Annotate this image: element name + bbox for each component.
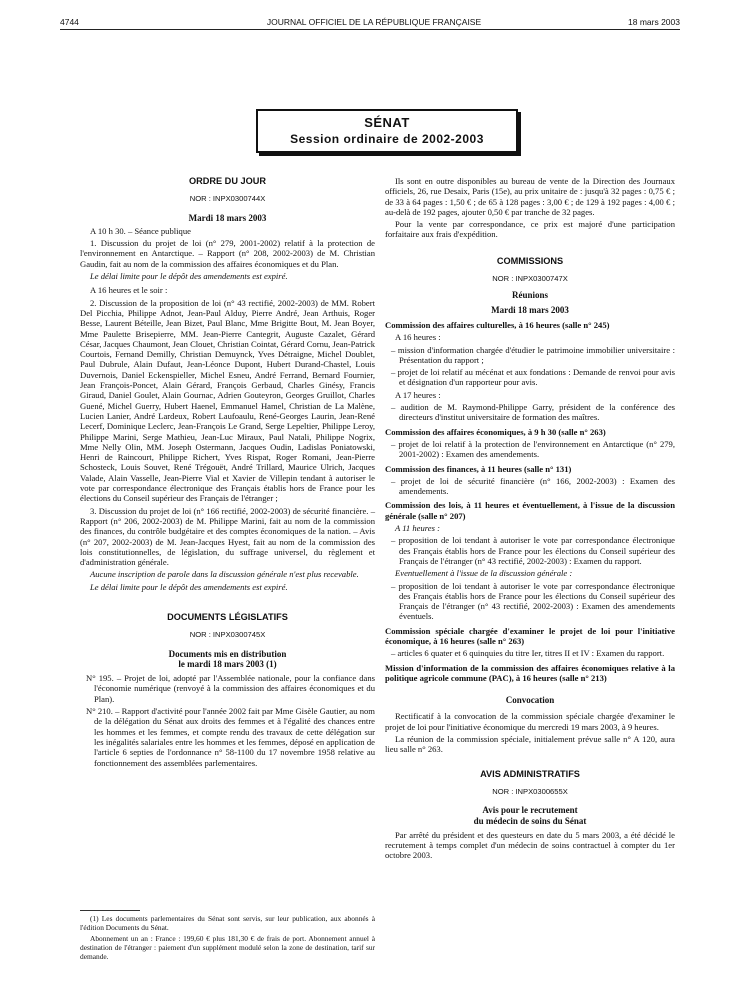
lois-head: Commission des lois, à 11 heures et éventuellement, à l'issue de la discussion générale (salle n° 207)	[385, 500, 675, 521]
doc-195: N° 195. – Projet de loi, adopté par l'Assemblée nationale, pour la confiance dans l'économie numérique (renvoyé à la commission des affaires économiques et du Plan).	[86, 673, 375, 704]
delai-1: Le délai limite pour le dépôt des amendements est expiré.	[90, 271, 288, 282]
economiques-item-1: – projet de loi relatif à la protection de l'environnement en Antarctique (n° 279, 2001-2002) : Examen des amendements.	[391, 438, 675, 460]
convocation-title: Convocation	[505, 695, 555, 706]
commissions-nor: NOR : INPX0300747X	[492, 274, 568, 284]
reunions-title: Réunions	[511, 290, 548, 301]
header-rule	[60, 29, 680, 30]
finances-item-1: – projet de loi de sécurité financière (n° 166, 2002-2003) : Examen des amendements.	[391, 475, 675, 497]
item-3: 3. Discussion du projet de loi (n° 166 rectifié, 2002-2003) de sécurité financière. – Rapport (n° 206, 2002-2003) de M. Philippe Marini, fait au nom de la commission des finances, du contrôle budgétaire et des comptes économiques de la nation. – Avis (n° 207, 2002-2003) de M. Jean-Jacques Hyest, fait au nom de la commission des lois constitutionnelles, de législation, du suffrage universel, du règlement et d'administration générale.	[80, 505, 375, 568]
doc-210: N° 210. – Rapport d'activité pour l'année 2002 fait par Mme Gisèle Gautier, au nom de la délégation du Sénat aux droits des femmes et à l'égalité des chances entre les hommes et les femmes, et compte rendu des travaux de cette délégation sur les inégalités salariales entre les hommes et les femmes, déposé en application de l'article 6 septies de l'ordonnance n° 58-1100 du 17 novembre 1958 relative au fonctionnement des assemblées parlementaires.	[86, 706, 375, 768]
culturelles-a16: A 16 heures :	[395, 332, 441, 343]
title-senat: SÉNAT	[364, 115, 410, 130]
avis-subtitle-1: Avis pour le recrutement	[482, 805, 578, 816]
lois-eventuellement: Eventuellement à l'issue de la discussion générale :	[395, 568, 573, 579]
lois-item-2: – proposition de loi tendant à autoriser le vote par correspondance électronique des Français établis hors de France pour les élections du Conseil supérieur des Français de l'étranger (n° 43 rectifié, 2002-2003) : Examen des amendements éventuels.	[391, 580, 675, 622]
header-date: 18 mars 2003	[628, 17, 680, 27]
convocation-p1: Rectificatif à la convocation de la commission spéciale chargée d'examiner le projet de loi pour l'initiative économique du mercredi 19 mars 2003, à 9 heures.	[385, 711, 675, 732]
economiques-head: Commission des affaires économiques, à 9 h 30 (salle n° 263)	[385, 426, 606, 437]
ordre-date: Mardi 18 mars 2003	[188, 212, 267, 223]
footnotes	[80, 914, 375, 963]
title-box	[256, 109, 518, 153]
title-session: Session ordinaire de 2002-2003	[290, 132, 484, 146]
speciale-head: Commission spéciale chargée d'examiner le projet de loi pour l'initiative économique, à 16 heures (salle n° 263)	[385, 625, 675, 646]
avis-title: AVIS ADMINISTRATIFS	[480, 768, 580, 779]
speciale-item-1: – articles 6 quater et 6 quinquies du titre Ier, titres II et IV : Examen du rapport.	[391, 648, 665, 659]
vente-correspondance: Pour la vente par correspondance, ce prix est majoré d'une participation forfaitaire aux frais d'expédition.	[385, 219, 675, 240]
docs-subtitle-2: le mardi 18 mars 2003 (1)	[178, 658, 277, 669]
culturelles-item-2: – projet de loi relatif au mécénat et aux fondations : Demande de renvoi pour avis et désignation d'un rapporteur pour avis.	[391, 367, 675, 388]
pac-head: Mission d'information de la commission des affaires économiques relative à la politique agricole commune (PAC), à 16 heures (salle n° 213)	[385, 662, 675, 683]
footnote-2: Abonnement un an : France : 199,60 € plus 181,30 € de frais de port. Abonnement annuel à destination de l'étranger : paiement d'un supplément modulé selon la zone de destination, tarif sur demande.	[80, 934, 375, 961]
convocation-p2: La réunion de la commission spéciale, initialement prévue salle n° A 120, aura lieu salle n° 263.	[385, 734, 675, 755]
aucune-inscription: Aucune inscription de parole dans la discussion générale n'est plus recevable.	[90, 569, 359, 580]
docs-nor: NOR : INPX0300745X	[189, 630, 266, 640]
item-1: 1. Discussion du projet de loi (n° 279, 2001-2002) relatif à la protection de l'environnement en Antarctique. – Rapport (n° 208, 2002-2003) de M. Christian Gaudin, fait au nom de la commission des affaires économiques et du Plan.	[80, 238, 375, 269]
reunions-date: Mardi 18 mars 2003	[491, 304, 569, 315]
avis-p1: Par arrêté du président et des questeurs en date du 5 mars 2003, a été décidé le recrutement à temps complet d'un médecin de soins contractuel à compter du 1er octobre 2003.	[385, 829, 675, 861]
right-column	[385, 176, 675, 863]
avis-nor: NOR : INPX0300655X	[492, 786, 568, 796]
ordre-title: ORDRE DU JOUR	[188, 176, 267, 186]
docs-subtitle-1: Documents mis en distribution	[168, 648, 287, 659]
vente-prix: Ils sont en outre disponibles au bureau de vente de la Direction des Journaux officiels, 26, rue Desaix, Paris (15e), au prix unitaire de : jusqu'à 32 pages : 0,75 € ; de 33 à 64 pages : 1,50 € ; de 65 à 128 pages : 3,00 € ; de 129 à 192 pages : 4,00 € ; au-delà de 192 pages, ajouter 0,50 € par tranche de 32 pages.	[385, 176, 675, 217]
item-2: 2. Discussion de la proposition de loi (n° 43 rectifié, 2002-2003) de MM. Robert Del Picchia, Philippe Adnot, Jean-Paul Alduy, Pierre André, Jean Arthuis, Roger Besse, Laurent Béteille, Jean Bizet, Paul Blanc, Mme Brigitte Bout, M. Jean Boyer, Mme Paulette Brisepierre, MM. Jean-Pierre Cantegrit, Auguste Cazalet, Gérard César, Jacques Chaumont, Jean Clouet, Christian Cointat, Gérard Cornu, Jean-Patrick Courtois, Fernand Demilly, Christian Demuynck, Yves Détraigne, Michel Doublet, Paul Dubrule, Alain Dufaut, Jean-Léonce Dupont, Hubert Durand-Chastel, Louis Duvernois, Daniel Eckenspieller, Michel Esneu, André Ferrand, Bernard Fournier, Jean François-Poncet, Alain Gérard, François Gerbaud, Charles Ginésy, Francis Giraud, Daniel Goulet, Alain Gournac, Adrien Gouteyron, Georges Gruillot, Charles Guené, Michel Guerry, Hubert Haenel, Emmanuel Hamel, Christian de La Malène, Lucien Lanier, André Lardeux, Robert Laufoaulu, René-Georges Laurin, Jean-René Lecerf, Dominique Leclerc, Jean-François Le Grand, Serge Lepeltier, Philippe Leroy, Philippe Marini, Serge Mathieu, Jean-Luc Miraux, Paul Natali, Philippe Nogrix, Mme Nelly Olin, MM. Joseph Ostermann, Jacques Oudin, Ladislas Poniatowski, Henri de Raincourt, Philippe Richert, Yves Rispat, Roger Romani, Jean-Pierre Schosteck, Louis Souvet, René Trégouët, André Trillard, Maurice Ulrich, Jacques Valade, Alain Vasselle, Jean-Pierre Vial et Xavier de Villepin tendant à autoriser le vote par correspondance électronique des Français établis hors de France pour les élections du Conseil supérieur des Français de l'étranger ;	[80, 297, 375, 504]
ordre-nor: NOR : INPX0300744X	[189, 194, 266, 204]
journal-title: JOURNAL OFFICIEL DE LA RÉPUBLIQUE FRANÇAISE	[266, 17, 482, 27]
avis-subtitle-2: du médecin de soins du Sénat	[473, 815, 587, 826]
culturelles-head: Commission des affaires culturelles, à 16 heures (salle n° 245)	[385, 319, 610, 330]
delai-2: Le délai limite pour le dépôt des amendements est expiré.	[90, 581, 288, 592]
finances-head: Commission des finances, à 11 heures (salle n° 131)	[385, 463, 572, 474]
seance-10h30: A 10 h 30. – Séance publique	[90, 225, 191, 236]
footnote-rule	[80, 910, 140, 911]
seance-16h: A 16 heures et le soir :	[90, 285, 168, 296]
footnote-1: (1) Les documents parlementaires du Sénat sont servis, sur leur publication, aux abonnés à l'édition Documents du Sénat.	[80, 914, 375, 932]
culturelles-item-3: – audition de M. Raymond-Philippe Garry, président de la conférence des directeurs d'institut universitaire de formation des maîtres.	[391, 402, 675, 423]
page-number: 4744	[60, 17, 79, 27]
commissions-title: COMMISSIONS	[496, 255, 564, 266]
lois-item-1: – proposition de loi tendant à autoriser le vote par correspondance électronique des Français établis hors de France pour les élections du Conseil supérieur des Français de l'étranger (n° 43 rectifié, 2002-2003) : Examen du rapport.	[391, 535, 675, 566]
lois-a11: A 11 heures :	[395, 523, 440, 534]
culturelles-a17: A 17 heures :	[395, 389, 441, 400]
culturelles-item-1: – mission d'information chargée d'étudier le patrimoine immobilier universitaire : Présentation du rapport ;	[391, 344, 675, 365]
docs-title: DOCUMENTS LÉGISLATIFS	[167, 611, 288, 622]
left-column	[80, 176, 375, 770]
